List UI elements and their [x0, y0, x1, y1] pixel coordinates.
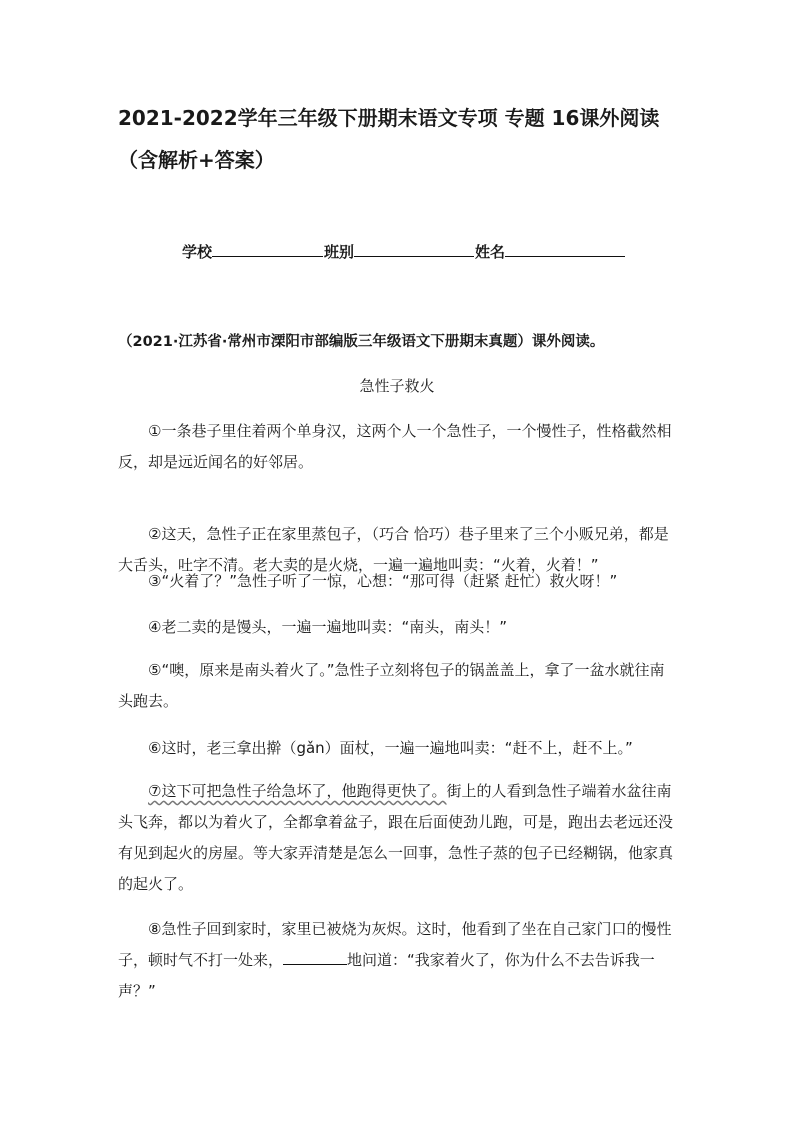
student-info-fields: [182, 240, 626, 262]
document-subtitle: （含解析+答案）: [118, 148, 275, 172]
paragraph-8-before: ⑧急性子回到家时，家里已被烧为灰烬。这时，他看到了坐在自己家门口的慢性子，顿时气不打一处来，: [118, 920, 672, 969]
story-title: 急性子救火: [359, 377, 435, 395]
paragraph-4: ④老二卖的是馒头，一遍一遍地叫卖：“南头，南头！”: [148, 618, 507, 636]
paragraph-8: [118, 914, 678, 1007]
document-title: 2021-2022学年三年级下册期末语文专项 专题 16课外阅读: [118, 106, 660, 130]
paragraph-3: ③“火着了？”急性子听了一惊，心想：“那可得（赶紧 赶忙）救火呀！”: [148, 572, 618, 590]
answer-blank[interactable]: [283, 950, 347, 965]
paragraph-7: [118, 776, 678, 900]
name-blank[interactable]: [505, 240, 625, 257]
class-label: 班别: [324, 243, 355, 261]
class-blank[interactable]: [354, 240, 474, 257]
underlined-sentence: ⑦这下可把急性子给急坏了，他跑得更快了。: [148, 782, 447, 800]
school-label: 学校: [182, 243, 213, 261]
paragraph-5: ⑤“噢，原来是南头着火了。”急性子立刻将包子的锅盖盖上，拿了一盆水就往南头跑去。: [118, 661, 665, 710]
question-source: （2021·江苏省·常州市溧阳市部编版三年级语文下册期末真题）课外阅读。: [118, 334, 605, 350]
name-label: 姓名: [475, 243, 506, 261]
paragraph-7-rest: 街上的人看到急性子端着水盆往南头飞奔，都以为着火了，全都拿着盆子，跟在后面使劲儿跑，可是，跑出去老远还没有见到起火的房屋。等大家弄清楚是怎么一回事，急性子蒸的包子已经糊锅，他家真的起火了。: [118, 782, 674, 893]
paragraph-1: ①一条巷子里住着两个单身汉，这两个人一个急性子，一个慢性子，性格截然相反，却是远近闻名的好邻居。: [118, 422, 672, 471]
school-blank[interactable]: [212, 240, 323, 257]
paragraph-8-after: 地问道：“我家着火了，你为什么不去告诉我一声？”: [118, 951, 655, 1000]
paragraph-6: ⑥这时，老三拿出擀（gǎn）面杖，一遍一遍地叫卖：“赶不上，赶不上。”: [148, 739, 633, 757]
paragraph-2: ②这天，急性子正在家里蒸包子，（巧合 恰巧）巷子里来了三个小贩兄弟，都是大舌头，吐字不清。老大卖的是火烧，一遍一遍地叫卖：“火着，火着！”: [118, 525, 669, 574]
